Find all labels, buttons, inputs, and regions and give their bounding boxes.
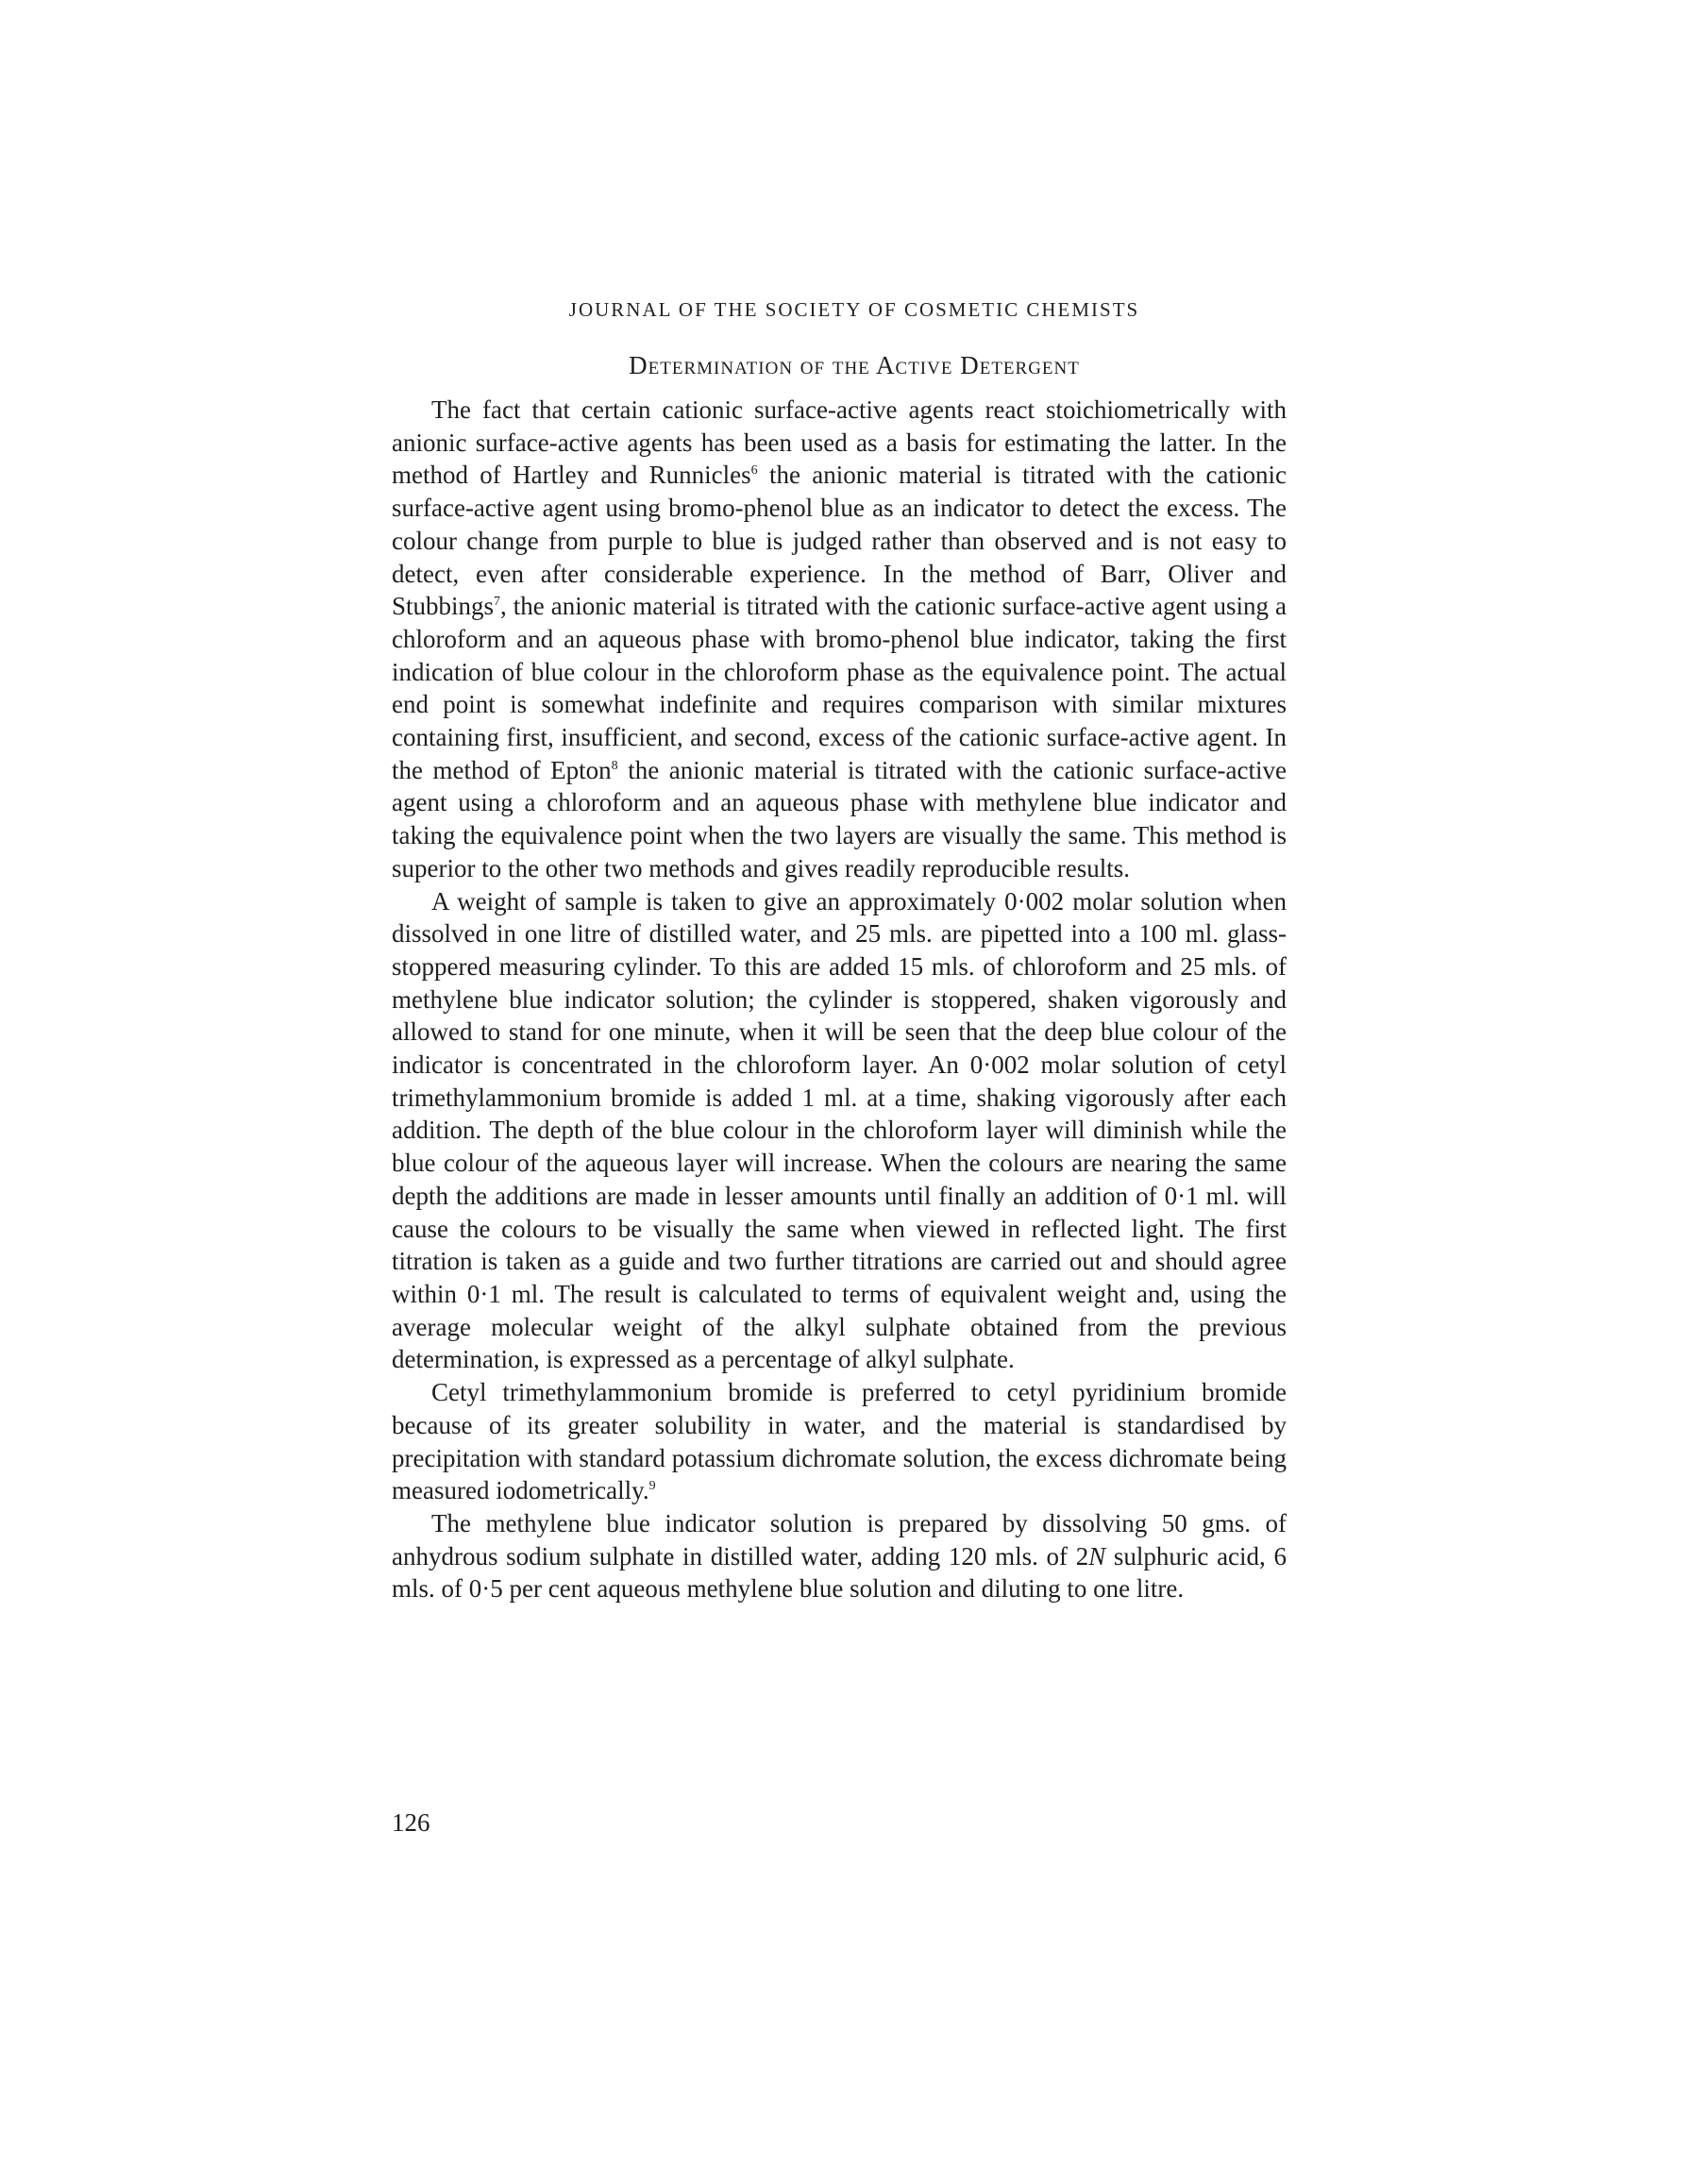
paragraph: [392, 1376, 1287, 1507]
paragraph-text: The fact that certain cationic surface-active agents react stoichiometrically with anionic surface-active agents has been used as a basis for estimating the latter. In the method of Hartley and Runnicles: [392, 395, 1287, 490]
paragraph-text: Cetyl trimethylammonium bromide is preferred to cetyl pyridinium bromide because of its greater solubility in water, and the material is standardised by precipitation with standard potassium dichromate solution, the excess dichromate being measured iodometrically.: [392, 1378, 1287, 1505]
paragraph-text: A weight of sample is taken to give an approximately 0·002 molar solution when dissolved in one litre of distilled water, and 25 mls. are pipetted into a 100 ml. glass-stoppered measuring cylinder. To this are added 15 mls. of chloroform and 25 mls. of methylene blue indicator solution; the cylinder is stoppered, shaken vigorously and allowed to stand for one minute, when it will be seen that the deep blue colour of the indicator is concentrated in the chloroform layer. An 0·002 molar solution of cetyl trimethylammonium bromide is added 1 ml. at a time, shaking vigorously after each addition. The depth of the blue colour in the chloroform layer will diminish while the blue colour of the aqueous layer will increase. When the colours are nearing the same depth the additions are made in lesser amounts until finally an addition of 0·1 ml. will cause the colours to be visually the same when viewed in reflected light. The first titration is taken as a guide and two further titrations are carried out and should agree within 0·1 ml. The result is calculated to terms of equivalent weight and, using the average molecular weight of the alkyl sulphate obtained from the previous determination, is expressed as a percentage of alkyl sulphate.: [392, 886, 1287, 1374]
paragraph-text: the anionic material is titrated with the cationic surface-active agent using a chloroform and an aqueous phase with methylene blue indicator and taking the equivalence point when the two layers are visually the same. This method is superior to the other two methods and gives readily reproducible results.: [392, 755, 1287, 882]
running-head: JOURNAL OF THE SOCIETY OF COSMETIC CHEMISTS: [568, 298, 1140, 321]
paragraph-text: the anionic material is titrated with the cationic surface-active agent using bromo-phenol blue as an indicator to detect the excess. The colour change from purple to blue is judged rather than observed and is not easy to detect, even after considerable experience. In the method of Barr, Oliver and Stubbings: [392, 461, 1287, 621]
section-title: Determination of the Active Detergent: [629, 351, 1080, 379]
paragraph: [392, 1507, 1287, 1605]
reference-marker: 7: [494, 595, 501, 610]
paragraph-text: sulphuric acid, 6 mls. of 0·5 per cent aqueous methylene blue solution and diluting to one litre.: [392, 1541, 1287, 1604]
reference-marker: 9: [648, 1479, 656, 1494]
paragraph-text: , the anionic material is titrated with the cationic surface-active agent using a chloroform and an aqueous phase with bromo-phenol blue indicator, taking the first indication of blue colour in the chloroform phase as the equivalence point. The actual end point is somewhat indefinite and requires comparison with similar mixtures containing first, insufficient, and second, excess of the cationic surface-active agent. In the method of Epton: [392, 592, 1287, 784]
paragraph: [392, 885, 1287, 1377]
paragraph-text: N: [1088, 1541, 1106, 1571]
reference-marker: 6: [750, 463, 758, 479]
paragraph: [392, 394, 1287, 885]
paragraph-text: The methylene blue indicator solution is prepared by dissolving 50 gms. of anhydrous sodium sulphate in distilled water, adding 120 mls. of 2: [392, 1508, 1287, 1571]
body-text: [392, 394, 1287, 1605]
reference-marker: 8: [611, 758, 618, 773]
page-number: 126: [392, 1808, 430, 1837]
